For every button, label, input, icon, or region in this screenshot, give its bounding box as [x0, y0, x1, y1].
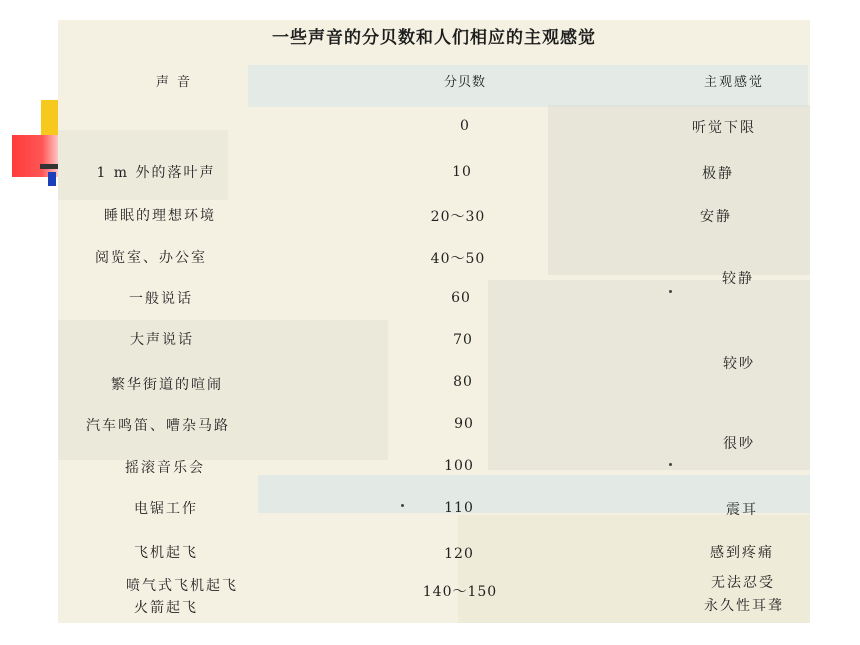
decibel-cell: 110 [444, 500, 474, 516]
decibel-cell: 20～30 [430, 209, 486, 225]
sound-cell: 电锯工作 [134, 501, 198, 517]
background-photo [548, 105, 810, 275]
scanned-table-image [58, 20, 810, 623]
sound-cell: 睡眠的理想环境 [104, 208, 216, 224]
feeling-cell: 很吵 [723, 436, 755, 452]
separator-mark [669, 290, 672, 293]
slide-decoration-blue [48, 172, 56, 186]
feeling-cell: 无法忍受 [711, 575, 775, 591]
decibel-cell: 70 [453, 332, 473, 348]
table-title: 一些声音的分贝数和人们相应的主观感觉 [272, 28, 596, 48]
decibel-cell: 90 [454, 416, 474, 432]
decibel-cell: 60 [451, 290, 471, 306]
feeling-cell: 感到疼痛 [710, 545, 774, 561]
sound-cell: 火箭起飞 [134, 600, 198, 616]
header-sound: 声 音 [155, 75, 193, 90]
feeling-cell: 较静 [722, 271, 754, 287]
feeling-cell: 震耳 [726, 502, 758, 518]
decibel-cell: 80 [453, 374, 473, 390]
separator-mark [669, 463, 672, 466]
decibel-cell: 40～50 [430, 251, 486, 267]
background-photo [488, 280, 810, 470]
feeling-cell: 永久性耳聋 [704, 598, 784, 614]
sound-cell: 一般说话 [129, 291, 193, 307]
decibel-cell: 100 [444, 458, 474, 474]
sound-cell: 飞机起飞 [134, 545, 198, 561]
decibel-cell: 0 [460, 118, 470, 134]
sound-cell: 1 m 外的落叶声 [96, 165, 216, 181]
feeling-cell: 听觉下限 [692, 120, 756, 136]
decibel-cell: 10 [452, 164, 472, 180]
header-decibels: 分贝数 [443, 75, 487, 90]
decibel-cell: 120 [444, 546, 474, 562]
slide-decoration-red [12, 135, 62, 177]
header-feeling: 主观感觉 [703, 75, 765, 90]
sound-cell: 喷气式飞机起飞 [126, 578, 238, 594]
sound-cell: 汽车鸣笛、嘈杂马路 [86, 418, 230, 434]
sound-cell: 大声说话 [130, 332, 194, 348]
feeling-cell: 安静 [700, 209, 732, 225]
feeling-cell: 极静 [702, 166, 734, 182]
sound-cell: 阅览室、办公室 [95, 250, 207, 266]
feeling-cell: 较吵 [723, 356, 755, 372]
background-photo [58, 320, 388, 460]
decibel-cell: 140～150 [422, 584, 498, 600]
separator-mark [401, 504, 404, 507]
sound-cell: 摇滚音乐会 [125, 460, 205, 476]
sound-cell: 繁华街道的喧闹 [111, 377, 223, 393]
